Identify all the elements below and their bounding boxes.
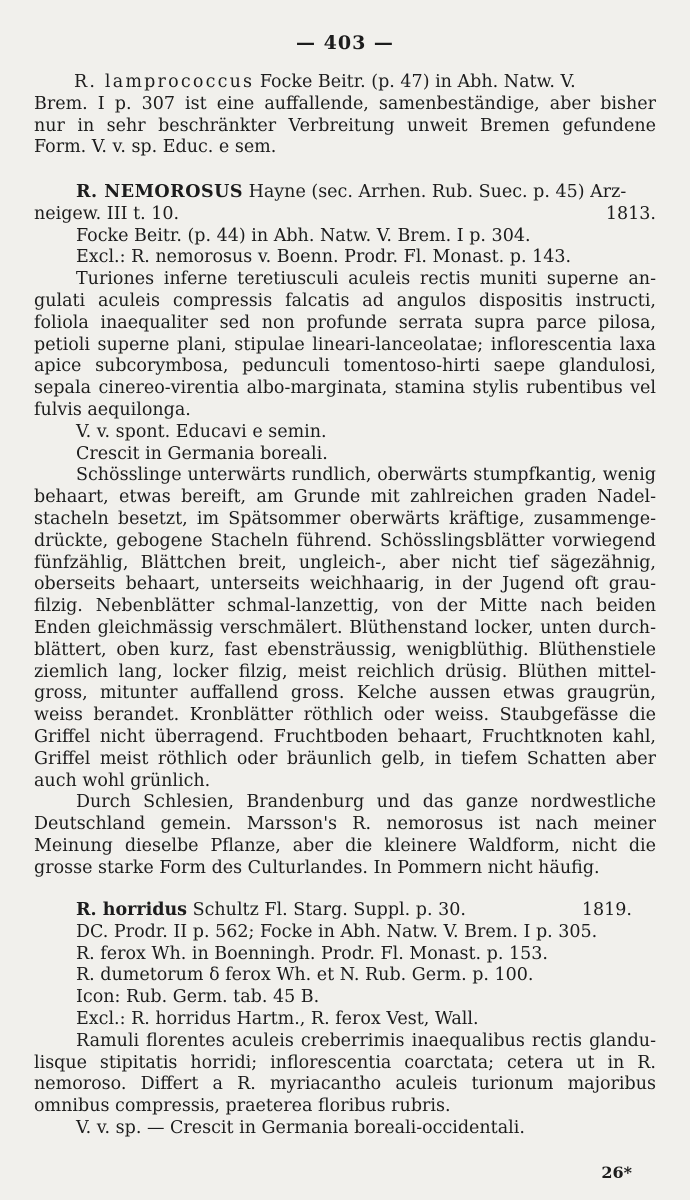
text-line: Turiones inferne teretiusculi aculeis rectis muniti superne an- [76, 269, 656, 290]
species-name: R. lamprococcus [74, 72, 255, 92]
citation: Focke Beitr. (p. 47) in Abh. Natw. V. [259, 72, 576, 92]
entry-heading [34, 72, 656, 94]
species-name: R. horridus [76, 900, 188, 920]
text-line: grosse starke Form des Culturlandes. In Pommern nicht häufig. [34, 857, 600, 878]
reference-line: Excl.: R. horridus Hartm., R. ferox Vest, Wall. [76, 1008, 479, 1029]
text-line: petioli superne plani, stipulae lineari-lanceolatae; inflorescentia laxa [34, 334, 656, 355]
entry-nemorosus [34, 182, 656, 880]
text-line: lisque stipitatis horridi; inflorescentia coarctata; cetera ut in R. [34, 1052, 656, 1073]
text-line: omnibus compressis, praeterea floribus rubris. [34, 1096, 451, 1117]
text-line: Schösslinge unterwärts rundlich, oberwärts stumpfkantig, wenig [76, 465, 656, 486]
text-line: Durch Schlesien, Brandenburg und das ganze nordwestliche [76, 792, 656, 813]
reference-line: R. dumetorum δ ferox Wh. et N. Rub. Germ. p. 100. [76, 965, 534, 986]
text-line: sepala cinereo-virentia albo-marginata, stamina stylis rubentibus vel [34, 378, 656, 399]
reference-line: Excl.: R. nemorosus v. Boenn. Prodr. Fl. Monast. p. 143. [76, 247, 572, 268]
text-line: Brem. I p. 307 ist eine auffallende, samenbeständige, aber bisher [34, 93, 656, 114]
text-line: V. v. spont. Educavi e semin. [76, 421, 327, 442]
entry-heading [34, 182, 656, 204]
reference-line: R. ferox Wh. in Boenningh. Prodr. Fl. Monast. p. 153. [76, 943, 548, 964]
text-line: Ramuli florentes aculeis creberrimis inaequalibus rectis glandu- [76, 1030, 656, 1051]
text-line: behaart, etwas bereift, am Grunde mit zahlreichen graden Nadel- [34, 487, 656, 508]
citation: Hayne (sec. Arrhen. Rub. Suec. p. 45) Arz- [248, 182, 627, 202]
text-line: Deutschland gemein. Marsson's R. nemorosus ist nach meiner [34, 814, 656, 835]
text-line: Enden gleichmässig verschmälert. Blüthenstand locker, unten durch- [34, 617, 656, 638]
entry-lamprococcus [34, 72, 656, 159]
text-line: fünfzählig, Blättchen breit, ungleich-, aber nicht tief sägezähnig, [34, 552, 656, 573]
text-line: ziemlich lang, locker filzig, meist reichlich drüsig. Blüthen mittel- [34, 661, 656, 682]
text-line: foliola inaequaliter sed non profunde serrata supra parce pilosa, [34, 312, 656, 333]
text-line: gulati aculeis compressis falcatis ad angulos dispositis instructi, [34, 290, 656, 311]
citation-cont: neigew. III t. 10. [34, 203, 180, 224]
entry-horridus [34, 900, 656, 1140]
text-line: nur in sehr beschränkter Verbreitung unweit Bremen gefundene [34, 115, 656, 136]
signature-mark: 26* [601, 1163, 632, 1182]
citation-line [34, 204, 656, 226]
citation: Schultz Fl. Starg. Suppl. p. 30. [192, 900, 466, 920]
text-line: Form. V. v. sp. Educ. e sem. [34, 137, 277, 158]
text-line: fulvis aequilonga. [34, 399, 191, 420]
text-line: Griffel nicht überragend. Fruchtboden behaart, Fruchtknoten kahl, [34, 726, 656, 747]
reference-line: Focke Beitr. (p. 44) in Abh. Natw. V. Brem. I p. 304. [76, 225, 531, 246]
reference-line: DC. Prodr. II p. 562; Focke in Abh. Natw. V. Brem. I p. 305. [76, 921, 598, 942]
text-line: gross, mitunter auffallend gross. Kelche aussen etwas graugrün, [34, 683, 656, 704]
reference-line: Icon: Rub. Germ. tab. 45 B. [76, 987, 320, 1008]
text-line: Griffel meist röthlich oder bräunlich gelb, in tiefem Schatten aber [34, 748, 656, 769]
text-line: Crescit in Germania boreali. [76, 443, 328, 464]
text-line: blättert, oben kurz, fast ebensträussig, wenigblüthig. Blüthenstiele [34, 639, 656, 660]
page-number: — 403 — [296, 32, 394, 54]
text-line: weiss berandet. Kronblätter röthlich oder weiss. Staubgefässe die [34, 705, 656, 726]
text-line: nemoroso. Differt a R. myriacantho aculeis turionum majoribus [34, 1074, 656, 1095]
species-name: R. NEMOROSUS [76, 182, 244, 202]
text-line: auch wohl grünlich. [34, 770, 211, 791]
text-line: apice subcorymbosa, pedunculi tomentoso-hirti saepe glandulosi, [34, 356, 656, 377]
text-line: V. v. sp. — Crescit in Germania boreali-occidentali. [76, 1117, 525, 1138]
entry-heading [34, 900, 656, 922]
text-line: Meinung dieselbe Pflanze, aber die kleinere Waldform, nicht die [34, 835, 656, 856]
year: 1819. [581, 900, 632, 920]
year: 1813. [605, 203, 656, 224]
text-line: drückte, gebogene Stacheln führend. Schösslingsblätter vorwiegend [34, 530, 656, 551]
text-line: filzig. Nebenblätter schmal-lanzettig, von der Mitte nach beiden [34, 596, 656, 617]
text-line: stacheln besetzt, im Spätsommer oberwärts kräftige, zusammenge- [34, 508, 656, 529]
text-line: oberseits behaart, unterseits weichhaarig, in der Jugend oft grau- [34, 574, 656, 595]
